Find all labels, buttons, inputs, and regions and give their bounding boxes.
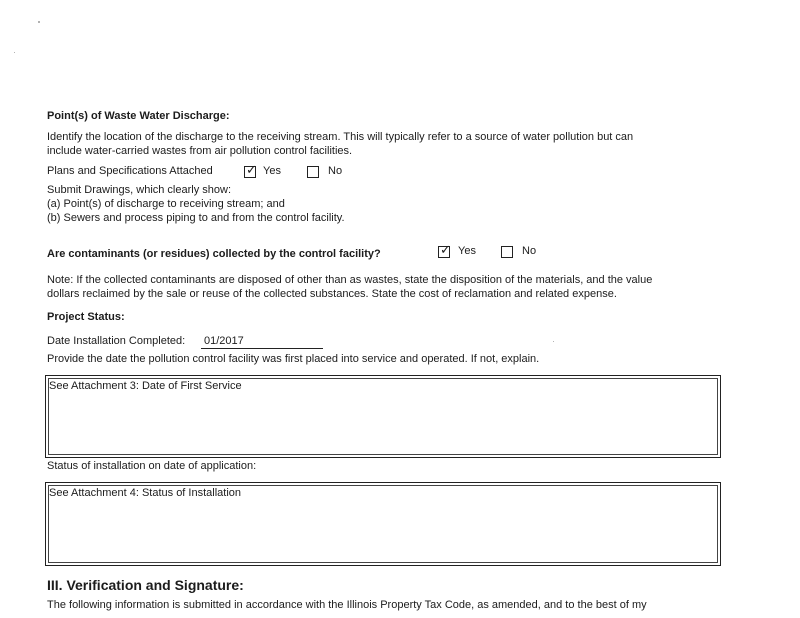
- plans-no-label: No: [328, 165, 343, 177]
- first-service-textbox[interactable]: [45, 375, 721, 458]
- contaminants-question: Are contaminants (or residues) collected by the control facility?: [47, 248, 381, 260]
- discharge-description: Identify the location of the discharge to the receiving stream. This will typically refer to a source of water pollution but can: [47, 131, 634, 143]
- contaminants-note: dollars reclaimed by the sale or reuse of the collected substances. State the cost of reclamation and related expense.: [47, 288, 617, 300]
- scan-speck: [14, 52, 15, 53]
- status-installation-label: Status of installation on date of application:: [47, 460, 257, 472]
- contaminants-no-checkbox[interactable]: [501, 246, 513, 258]
- first-service-value: See Attachment 3: Date of First Service: [49, 380, 242, 392]
- date-underline: [201, 348, 323, 349]
- contaminants-note: Note: If the collected contaminants are disposed of other than as wastes, state the disposition of the materials, and the value: [47, 274, 653, 286]
- checkmark-icon: ✓: [246, 162, 257, 177]
- scan-speck: [553, 341, 554, 342]
- verification-text: The following information is submitted in accordance with the Illinois Property Tax Code, as amended, and to the best of my: [47, 599, 647, 611]
- checkmark-icon: ✓: [440, 242, 451, 257]
- status-installation-textbox[interactable]: [45, 482, 721, 566]
- submit-drawings-text: Submit Drawings, which clearly show:: [47, 184, 232, 196]
- provide-date-text: Provide the date the pollution control facility was first placed into service and operated. If not, explain.: [47, 353, 540, 365]
- project-status-heading: Project Status:: [47, 311, 125, 323]
- contaminants-yes-checkbox[interactable]: [438, 242, 451, 258]
- verification-heading: III. Verification and Signature:: [47, 577, 244, 593]
- plans-label: Plans and Specifications Attached: [47, 165, 213, 177]
- scan-speck: [38, 21, 40, 23]
- discharge-heading: Point(s) of Waste Water Discharge:: [47, 110, 230, 122]
- submit-drawings-item-a: (a) Point(s) of discharge to receiving stream; and: [47, 198, 285, 210]
- plans-no-checkbox[interactable]: [307, 166, 319, 178]
- discharge-description: include water-carried wastes from air pollution control facilities.: [47, 145, 353, 157]
- date-installation-label: Date Installation Completed:: [47, 335, 186, 347]
- contaminants-yes-label: Yes: [458, 245, 476, 257]
- plans-yes-label: Yes: [263, 165, 281, 177]
- submit-drawings-item-b: (b) Sewers and process piping to and from the control facility.: [47, 212, 345, 224]
- date-installation-value[interactable]: 01/2017: [204, 335, 244, 347]
- contaminants-no-label: No: [522, 245, 537, 257]
- plans-yes-checkbox[interactable]: [244, 162, 257, 178]
- status-installation-value: See Attachment 4: Status of Installation: [49, 487, 242, 499]
